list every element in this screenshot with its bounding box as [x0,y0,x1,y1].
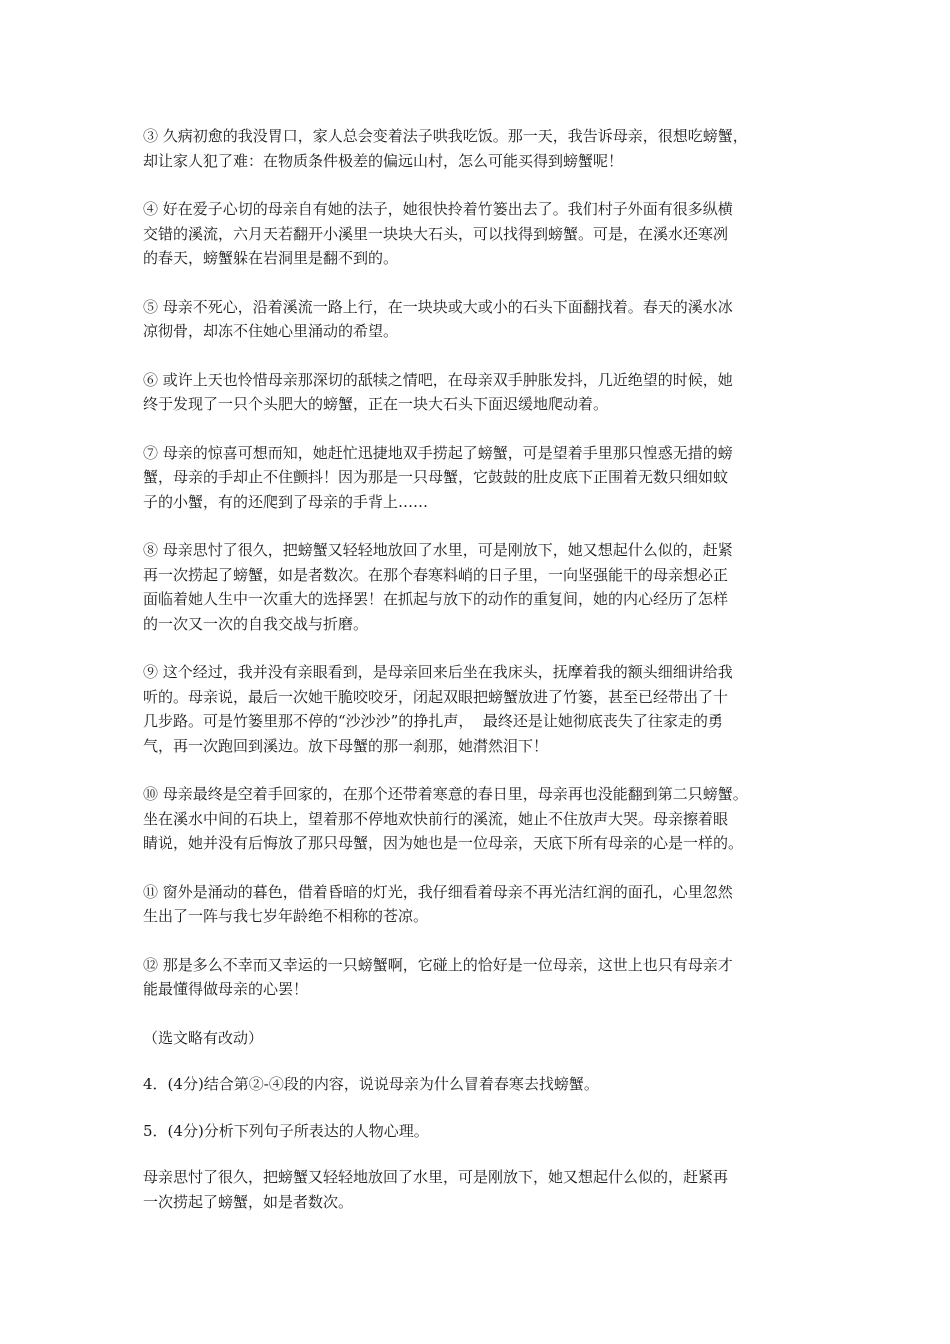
quoted-sentence: 母亲思忖了很久，把螃蟹又轻轻地放回了水里，可是刚放下，她又想起什么似的，赶紧再 一次捞起了螃蟹，如是者数次。 [143,1168,729,1211]
paragraph-8: ⑧ 母亲思忖了很久，把螃蟹又轻轻地放回了水里，可是刚放下，她又想起什么似的，赶紧 再一次捞起了螃蟹，如是者数次。在那个春寒料峭的日子里，一向坚强能干的母亲想必正 面临着她人生中一次重大的选择罢！在抓起与放下的动作的重复间，她的内心经历了怎样 的一次又一次的自我交战与折磨。 [143,541,733,633]
paragraph-10: ⑩ 母亲最终是空着手回家的，在那个还带着寒意的春日里，母亲再也没能翻到第二只螃蟹。 坐在溪水中间的石块上，望着那不停地欢快前行的溪流，她止不住放声大哭。母亲擦着眼 睛说，她并没有后悔放了那只母蟹，因为她也是一位母亲，天底下所有母亲的心是一样的。 [143,785,748,852]
paragraph-4: ④ 好在爱子心切的母亲自有她的法子，她很快拎着竹篓出去了。我们村子外面有很多纵横 交错的溪流，六月天若翻开小溪里一块块大石头，可以找得到螃蟹。可是，在溪水还寒冽 的春天，螃蟹躲在岩洞里是翻不到的。 [143,200,733,267]
question-4: 4．(4分)结合第②-④段的内容，说说母亲为什么冒着春寒去找螃蟹。 [143,1075,599,1093]
document-page [143,124,815,1238]
paragraph-7: ⑦ 母亲的惊喜可想而知，她赶忙迅捷地双手捞起了螃蟹，可是望着手里那只惶惑无措的螃 蟹，母亲的手却止不住颤抖！因为那是一只母蟹，它鼓鼓的肚皮底下正围着无数只细如蚊 子的小蟹，有的还爬到了母亲的手背上…… [143,443,733,511]
paragraph-6: ⑥ 或许上天也怜惜母亲那深切的舐犊之情吧，在母亲双手肿胀发抖，几近绝望的时候，她 终于发现了一只个头肥大的螃蟹，正在一块大石头下面迟缓地爬动着。 [143,370,733,413]
paragraph-9: ⑨ 这个经过，我并没有亲眼看到，是母亲回来后坐在我床头，抚摩着我的额头细细讲给我 听的。母亲说，最后一次她干脆咬咬牙，闭起双眼把螃蟹放进了竹篓，甚至已经带出了十 几步路。可是竹篓里那不停的“沙沙沙”的挣扎声， 最终还是让她彻底丧失了往家走的勇 气，再一次跑回到溪边。放下母蟹的那一刹那，她潸然泪下！ [143,663,733,755]
paragraph-5: ⑤ 母亲不死心，沿着溪流一路上行，在一块块或大或小的石头下面翻找着。春天的溪水冰 凉彻骨，却冻不住她心里涌动的希望。 [143,297,733,340]
source-note: （选文略有改动） [143,1028,264,1047]
paragraph-12: ⑫ 那是多么不幸而又幸运的一只螃蟹啊，它碰上的恰好是一位母亲，这世上也只有母亲才 能最懂得做母亲的心罢！ [143,955,733,998]
question-5: 5．(4分)分析下列句子所表达的人物心理。 [143,1121,429,1140]
paragraph-11: ⑪ 窗外是涌动的暮色，借着昏暗的灯光，我仔细看着母亲不再光洁红润的面孔，心里忽然 生出了一阵与我七岁年龄绝不相称的苍凉。 [143,882,733,925]
paragraph-3: ③ 久病初愈的我没胃口，家人总会变着法子哄我吃饭。那一天，我告诉母亲，很想吃螃蟹， 却让家人犯了难：在物质条件极差的偏远山村，怎么可能买得到螃蟹呢！ [143,127,748,170]
